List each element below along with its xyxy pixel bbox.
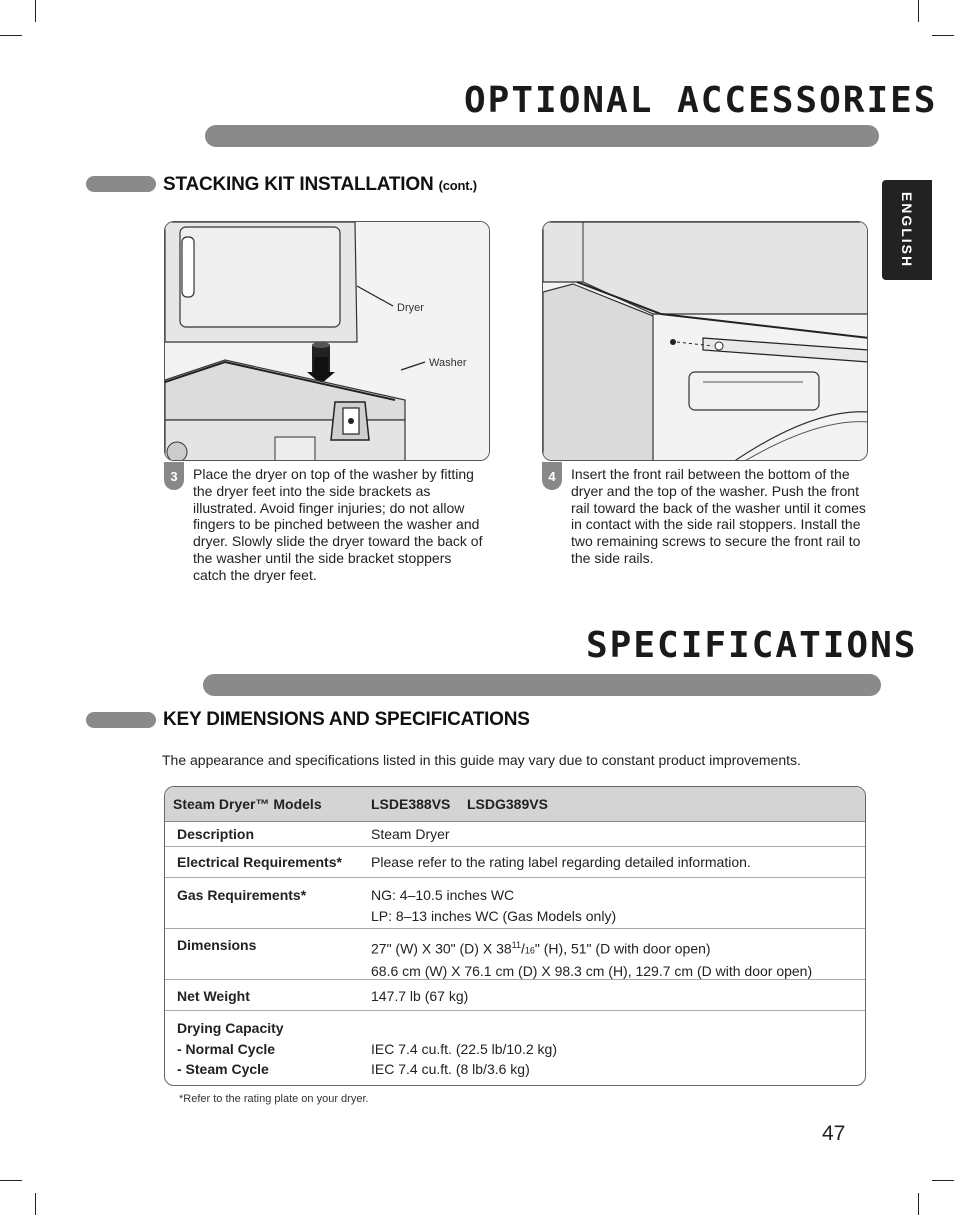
section-pill xyxy=(86,712,156,728)
accessories-title: OPTIONAL ACCESSORIES xyxy=(464,80,938,121)
table-row xyxy=(165,847,865,878)
stacking-title-cont: (cont.) xyxy=(438,178,477,193)
crop-mark xyxy=(932,35,954,36)
step-4-badge: 4 xyxy=(542,462,562,490)
crop-mark xyxy=(932,1180,954,1181)
crop-mark xyxy=(35,0,36,22)
step-3-text: Place the dryer on top of the washer by fitting the dryer feet into the side brackets as illustrated. Avoid finger injuries; do not allow fingers to be pinched between the washer and dryer. Slowly slide the dryer toward the back of the washer until the side bracket stoppers catch the dryer feet. xyxy=(193,466,483,583)
table-row xyxy=(165,878,865,929)
stacking-title: STACKING KIT INSTALLATION (cont.) xyxy=(163,174,477,195)
table-row xyxy=(165,1011,865,1085)
accessories-title-bar xyxy=(205,125,879,147)
specifications-title: SPECIFICATIONS xyxy=(586,625,918,666)
language-tab xyxy=(882,180,932,280)
key-dimensions-title: KEY DIMENSIONS AND SPECIFICATIONS xyxy=(163,709,530,730)
crop-mark xyxy=(35,1193,36,1215)
crop-mark xyxy=(0,35,22,36)
row-label: Electrical Requirements* xyxy=(177,854,342,870)
figure-label-dryer: Dryer xyxy=(397,302,424,314)
language-tab-label: ENGLISH xyxy=(899,191,916,269)
specifications-table xyxy=(164,786,866,1086)
step-4-text: Insert the front rail between the bottom of the dryer and the top of the washer. Push the front rail toward the back of the washer until it comes in contact with the side rail stoppers. Install the two remaining screws to secure the front rail to the side rails. xyxy=(571,466,866,566)
front-rail-illustration xyxy=(543,222,868,461)
figure-step-4 xyxy=(542,221,868,461)
step-3-badge: 3 xyxy=(164,462,184,490)
row-value: NG: 4–10.5 inches WC LP: 8–13 inches WC (Gas Models only) xyxy=(371,887,617,924)
crop-mark xyxy=(918,1193,919,1215)
row-value: 27" (W) X 30" (D) X $38^{11}/16$" (H), 51" (D with door open) 68.6 cm (W) X 76.1 cm (D) X 98.3 cm (H), 129.7 cm (D with door open) xyxy=(371,940,813,980)
row-value: IEC 7.4 cu.ft. (22.5 lb/10.2 kg) IEC 7.4 cu.ft. (8 lb/3.6 kg) xyxy=(371,1040,557,1077)
page-number: 47 xyxy=(822,1122,846,1145)
figure-label-washer: Washer xyxy=(429,357,467,369)
row-value: Please refer to the rating label regarding detailed information. xyxy=(371,854,751,870)
crop-mark xyxy=(0,1180,22,1181)
row-label: Drying Capacity - Normal Cycle - Steam Cycle xyxy=(177,1020,284,1077)
table-row xyxy=(165,822,865,847)
row-label: Gas Requirements* xyxy=(177,887,307,903)
model-1: LSDE388VS xyxy=(371,796,451,812)
crop-mark xyxy=(918,0,919,22)
row-value: Steam Dryer xyxy=(371,826,450,842)
row-label: Net Weight xyxy=(177,988,250,1004)
specs-intro-text: The appearance and specifications listed in this guide may vary due to constant product improvements. xyxy=(162,752,801,768)
table-row xyxy=(165,980,865,1011)
section-pill xyxy=(86,176,156,192)
table-row xyxy=(165,929,865,980)
specifications-title-bar xyxy=(203,674,881,696)
figure-step-3 xyxy=(164,221,490,461)
footnote: *Refer to the rating plate on your dryer. xyxy=(179,1093,369,1105)
dryer-on-washer-illustration xyxy=(165,222,490,461)
row-value: 147.7 lb (67 kg) xyxy=(371,988,469,1004)
table-header xyxy=(165,787,865,822)
model-2: LSDG389VS xyxy=(467,796,548,812)
row-label: Dimensions xyxy=(177,937,257,953)
table-header-label: Steam Dryer™ Models xyxy=(173,796,322,812)
row-label: Description xyxy=(177,826,255,842)
